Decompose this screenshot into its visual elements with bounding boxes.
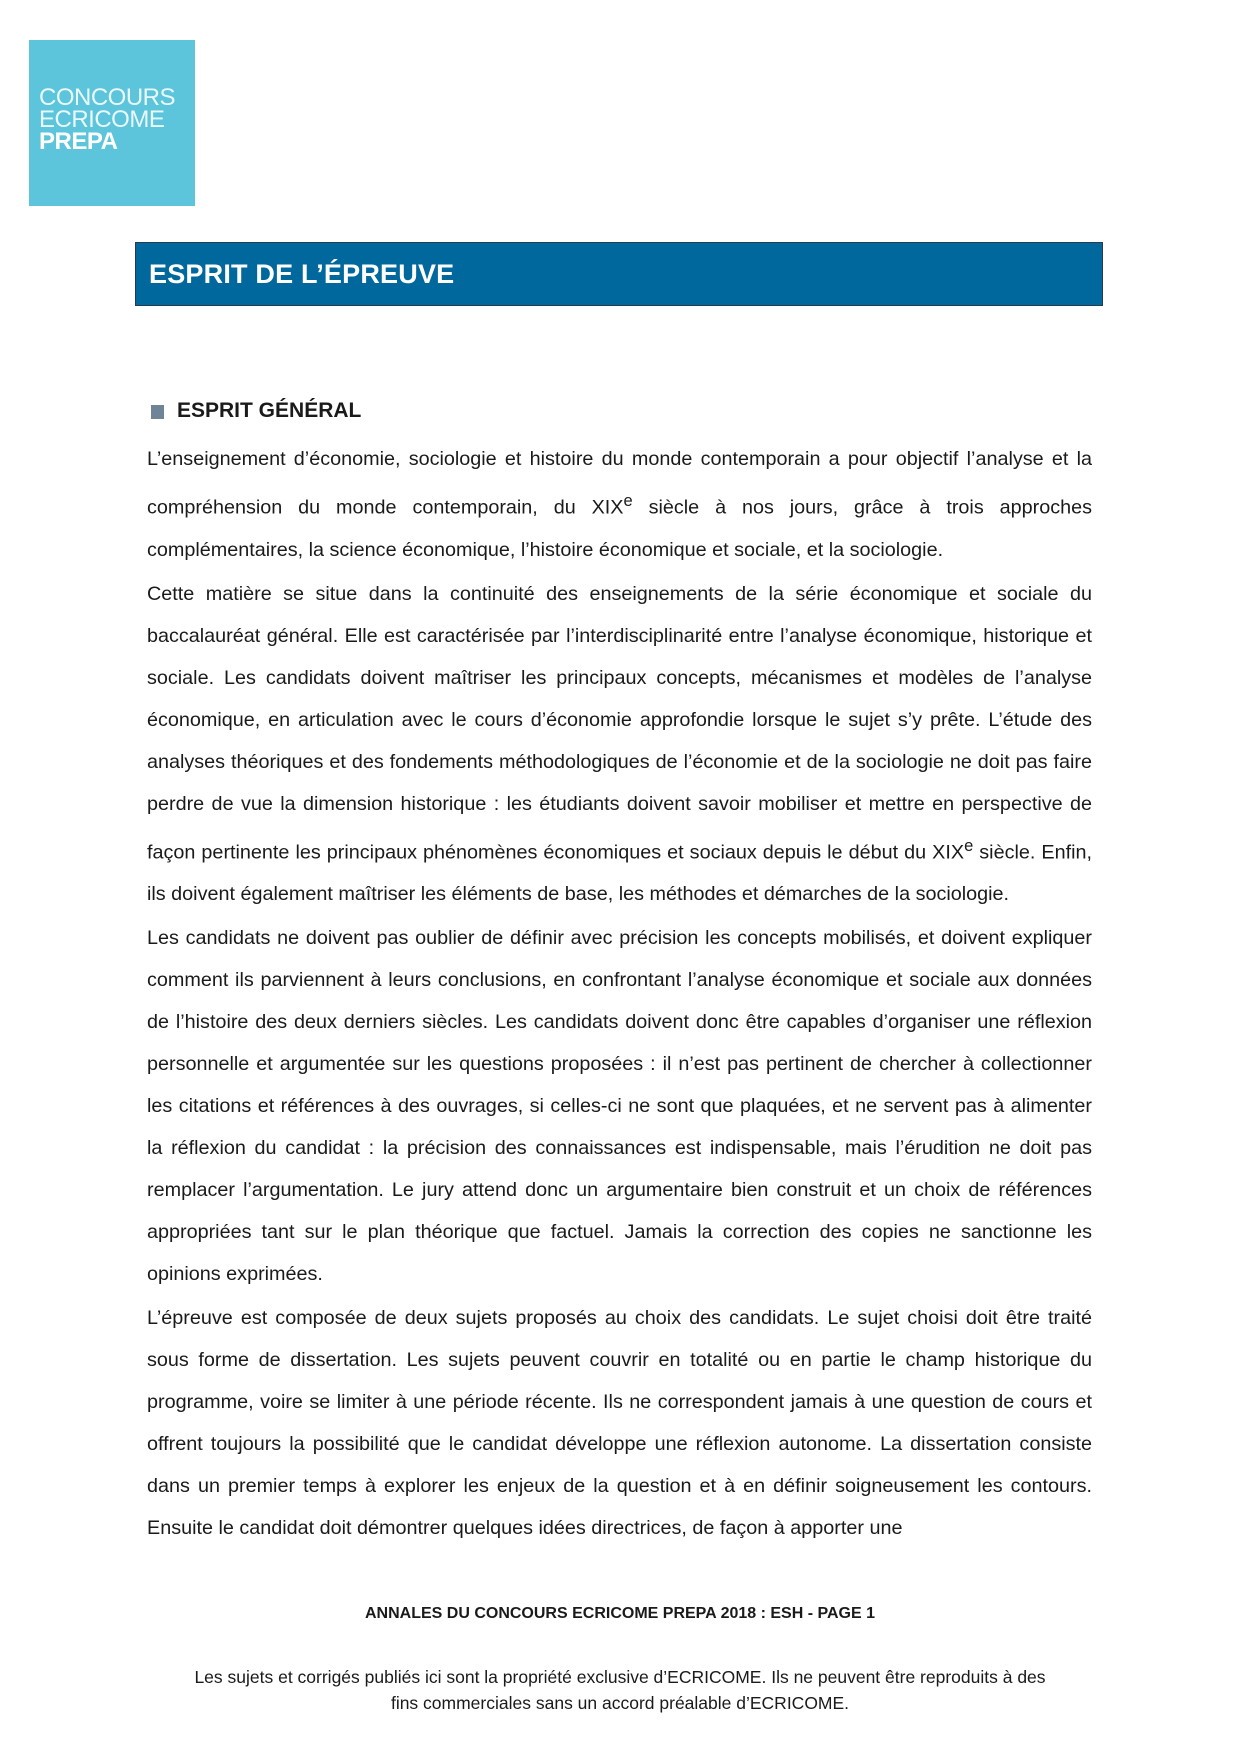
paragraph-text: L’épreuve est composée de deux sujets proposés au choix des candidats. Le sujet choisi doit être traité sous forme de dissertation. Les sujets peuvent couvrir en totalité ou en partie le champ historique du programme, voire se limiter à une période récente. Ils ne correspondent jamais à une question de cours et offrent toujours la possibilité que le candidat développe une réflexion autonome. La dissertation consiste dans un premier temps à explorer les enjeux de la question et à en définir soigneusement les contours. Ensuite le candidat doit démontrer quelques idées directrices, de façon à apporter une	[147, 1307, 1092, 1540]
logo-line-concours: CONCOURS	[39, 84, 176, 111]
paragraph-text: Les candidats ne doivent pas oublier de définir avec précision les concepts mobilisés, et doivent expliquer comment ils parviennent à leurs conclusions, en confrontant l’analyse économique et sociale aux données de l’histoire des deux derniers siècles. Les candidats doivent donc être capables d’organiser une réflexion personnelle et argumentée sur les questions proposées : il n’est pas pertinent de chercher à collectionner les citations et références à des ouvrages, si celles-ci ne sont que plaquées, et ne servent pas à alimenter la réflexion du candidat : la précision des connaissances est indispensable, mais l’érudition ne doit pas remplacer l’argumentation. Le jury attend donc un argumentaire bien construit et un choix de références appropriées tant sur le plan théorique que factuel. Jamais la correction des copies ne sanctionne les opinions exprimées.	[147, 927, 1092, 1286]
logo-line-ecricome: ECRICOME	[39, 106, 165, 133]
square-bullet-icon	[151, 405, 164, 419]
concours-ecricome-prepa-logo	[29, 40, 195, 206]
page-title: ESPRIT DE L’ÉPREUVE	[149, 259, 455, 289]
paragraph-text: L’enseignement d’économie, sociologie et histoire du monde contemporain a pour objectif l’analyse et la compréhension du monde contemporain, du XIX	[147, 448, 1092, 519]
paragraph-1	[147, 438, 1092, 571]
paragraph-4	[147, 1297, 1092, 1549]
paragraph-text: Cette matière se situe dans la continuité des enseignements de la série économique et sociale du baccalauréat général. Elle est caractérisée par l’interdisciplinarité entre l’analyse économique, historique et sociale. Les candidats doivent maîtriser les principaux concepts, mécanismes et modèles de l’analyse économique, en articulation avec le cours d’économie approfondie lorsque le sujet s’y prête. L’étude des analyses théoriques et des fondements méthodologiques de l’économie et de la sociologie ne doit pas faire perdre de vue la dimension historique : les étudiants doivent savoir mobiliser et mettre en perspective de façon pertinente les principaux phénomènes économiques et sociaux depuis le début du XIX	[147, 582, 1092, 864]
superscript: e	[964, 836, 974, 855]
document-body	[147, 438, 1092, 1551]
footer-title: ANNALES DU CONCOURS ECRICOME PREPA 2018 : ESH - PAGE 1	[364, 1605, 875, 1622]
paragraph-2	[147, 573, 1092, 916]
paragraph-text: siècle. Enfin, ils doivent également maîtriser les éléments de base, les méthodes et démarches de la sociologie.	[147, 841, 1092, 906]
paragraph-text: siècle à nos jours, grâce à trois approches complémentaires, la science économique, l’histoire économique et sociale, et la sociologie.	[147, 496, 1092, 561]
logo-line-prepa: PREPA	[39, 128, 118, 155]
paragraph-3	[147, 917, 1092, 1295]
page-header-bar	[135, 242, 1103, 306]
footer-copyright-note	[160, 1664, 1080, 1716]
footer-note-line-2: fins commerciales sans un accord préalable d’ECRICOME.	[390, 1693, 850, 1713]
section-title: ESPRIT GÉNÉRAL	[177, 399, 362, 422]
superscript: e	[623, 492, 633, 510]
footer-note-line-1: Les sujets et corrigés publiés ici sont la propriété exclusive d’ECRICOME. Ils ne peuvent être reproduits à des	[194, 1667, 1046, 1687]
